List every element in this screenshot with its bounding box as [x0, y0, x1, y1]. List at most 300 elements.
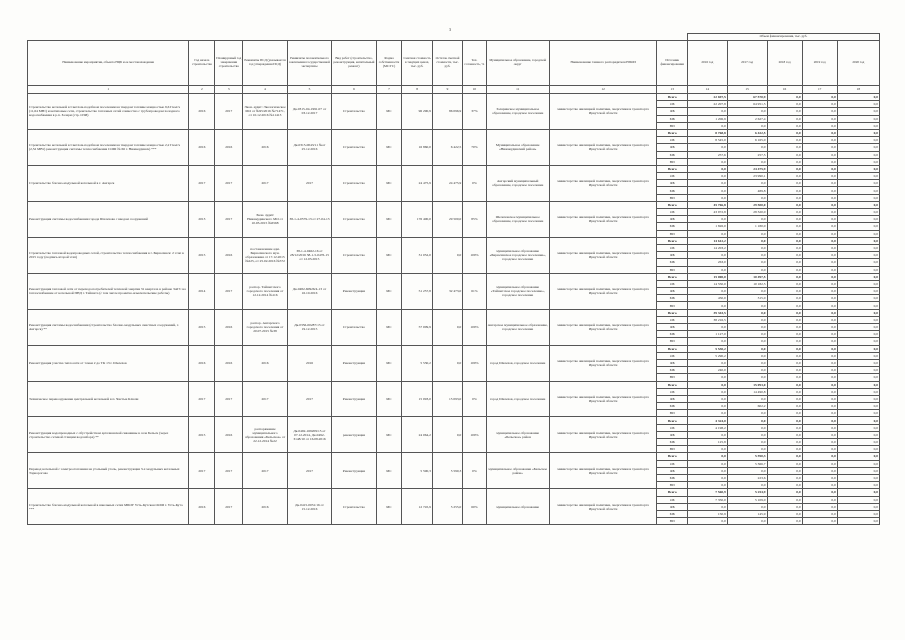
funding-value: 14 490,8 — [727, 388, 767, 395]
funding-value: 0,0 — [802, 252, 837, 259]
funding-value: 0,0 — [802, 403, 837, 410]
start-year: 2013 — [189, 201, 215, 237]
funding-value: 0,0 — [727, 410, 767, 417]
project-name: Реконструкция водопроводных с обустройством артезианской скважины в селе Бельск (через строительство сетевой станции водозабора) ** — [28, 417, 189, 453]
funding-value: 0,0 — [767, 439, 802, 446]
readiness: 100% — [463, 237, 486, 273]
funding-value: 0,0 — [687, 180, 727, 187]
funding-value: 39 343,5 — [687, 309, 727, 316]
funding-source: МБ — [657, 187, 687, 194]
funding-value: 0,0 — [687, 403, 727, 410]
work-type: Реконструкция — [332, 381, 376, 417]
remaining-cost: 32 473,0 — [432, 273, 462, 309]
work-type: Реконструкция — [332, 453, 376, 489]
expertise-details: Дк.0315-04-1991.07 от 03.12.2017 — [287, 94, 331, 130]
start-year: 2017 — [189, 165, 215, 201]
funding-value: 0,0 — [687, 388, 727, 395]
funding-value: 0,0 — [837, 244, 879, 251]
funding-value: 0,0 — [687, 144, 727, 151]
column-number: 7 — [376, 86, 402, 94]
funding-source: МБ — [657, 295, 687, 302]
funding-value: 14 612,2 — [687, 237, 727, 244]
funding-value: 0,0 — [727, 424, 767, 431]
column-header: Муниципальное образование, городской округ — [486, 41, 549, 86]
funding-source: ВИ — [657, 482, 687, 489]
funding-value: 0,0 — [802, 467, 837, 474]
funding-value: 0,0 — [767, 324, 802, 331]
funding-value: 0,0 — [727, 316, 767, 323]
funding-value: 0,0 — [802, 388, 837, 395]
end-year: 2017 — [215, 489, 243, 525]
funding-value: 0,0 — [837, 237, 879, 244]
expertise-details: Дк.0415-0031/16 от 15.12.2016 — [287, 489, 331, 525]
funding-value: 0,0 — [837, 280, 879, 287]
funding-value: 23 990,1 — [727, 173, 767, 180]
estimated-cost: 24 475,9 — [402, 165, 432, 201]
funding-value: 24 475,9 — [727, 165, 767, 172]
funding-value: 0,0 — [767, 173, 802, 180]
start-year: 2016 — [189, 94, 215, 130]
municipality: город Шелехов, городское поселение — [486, 345, 549, 381]
funding-value: 0,0 — [767, 115, 802, 122]
project-name: Реконструкция участка теплосети от точки 2 до ТК 13 г. Шелехов — [28, 345, 189, 381]
funding-value: 0,0 — [727, 180, 767, 187]
funding-value: 0,0 — [802, 453, 837, 460]
funding-value: 0,0 — [727, 352, 767, 359]
funding-value: 0,0 — [802, 446, 837, 453]
funding-value: 0,0 — [837, 201, 879, 208]
funding-value: 0,0 — [687, 518, 727, 525]
budget-manager: министерство жилищной политики, энергетики и транспорта Иркутской области — [549, 201, 657, 237]
funding-value: 0,0 — [727, 482, 767, 489]
funding-value: 0,0 — [767, 338, 802, 345]
funding-value: 64 951,5 — [727, 101, 767, 108]
funding-value: 0,0 — [802, 223, 837, 230]
funding-source: Всего — [657, 309, 687, 316]
funding-value: 0,0 — [767, 122, 802, 129]
funding-value: 0,0 — [767, 518, 802, 525]
funding-value: 0,0 — [802, 180, 837, 187]
funding-value: 0,0 — [687, 431, 727, 438]
funding-value: 0,0 — [727, 302, 767, 309]
expertise-details: 38-1-4-0462-16 от 28/12/2016 38-1-5-0476-15 от 12.03.2015 — [287, 237, 331, 273]
funding-value: 0,0 — [802, 381, 837, 388]
readiness: 100% — [463, 417, 486, 453]
funding-value: 0,0 — [802, 424, 837, 431]
funding-value: 0,0 — [802, 244, 837, 251]
funding-value: 5 254,9 — [727, 489, 767, 496]
funding-value: 0,0 — [802, 503, 837, 510]
funding-source: ФБ — [657, 108, 687, 115]
funding-value: 0,0 — [767, 266, 802, 273]
funding-source: Всего — [657, 237, 687, 244]
funding-value: 0,0 — [687, 108, 727, 115]
funding-value: 0,0 — [837, 374, 879, 381]
readiness: 100% — [463, 309, 486, 345]
funding-value: 0,0 — [767, 108, 802, 115]
remaining-cost: 0,0 — [432, 417, 462, 453]
funding-value: 0,0 — [687, 252, 727, 259]
funding-source: ОБ — [657, 424, 687, 431]
funding-source: Всего — [657, 201, 687, 208]
funding-value: 0,0 — [767, 381, 802, 388]
funding-value: 0,0 — [802, 230, 837, 237]
funding-value: 0,0 — [837, 453, 879, 460]
budget-manager: министерство жилищной политики, энергетики и транспорта Иркутской области — [549, 309, 657, 345]
funding-value: 0,0 — [837, 122, 879, 129]
funding-source: Всего — [657, 489, 687, 496]
funding-value: 0,0 — [802, 273, 837, 280]
funding-value: 1 180,0 — [727, 223, 767, 230]
column-number: 11 — [486, 86, 549, 94]
funding-value: 0,0 — [767, 359, 802, 366]
funding-value: 0,0 — [767, 237, 802, 244]
funding-value: 15 093,0 — [727, 381, 767, 388]
municipality: Ангарское муниципальное образование, городское поселение — [486, 309, 549, 345]
municipality: муниципальное образование «Бирюсинское городское поселение», городское поселение — [486, 237, 549, 273]
funding-value: 0,0 — [727, 266, 767, 273]
funding-source: ОБ — [657, 496, 687, 503]
funding-source: ОБ — [657, 352, 687, 359]
funding-value: 0,0 — [802, 101, 837, 108]
readiness: 100% — [463, 345, 486, 381]
column-header: 2018 год — [767, 41, 802, 86]
funding-value: 0,0 — [837, 403, 879, 410]
funding-value: 0,0 — [837, 302, 879, 309]
funding-value: 0,0 — [767, 151, 802, 158]
funding-value: 0,0 — [837, 489, 879, 496]
funding-source: ФБ — [657, 395, 687, 402]
budget-manager: министерство жилищной политики, энергетики и транспорта Иркутской области — [549, 94, 657, 130]
funding-header: Объем финансирования, тыс. руб. — [687, 34, 879, 41]
funding-value: 0,0 — [837, 367, 879, 374]
funding-value: 0,0 — [687, 482, 727, 489]
funding-source: ВИ — [657, 374, 687, 381]
funding-value: 0,0 — [767, 395, 802, 402]
funding-value: 0,0 — [727, 108, 767, 115]
psd-details: 2017 — [243, 165, 287, 201]
funding-value: 0,0 — [687, 467, 727, 474]
funding-value: 0,0 — [802, 518, 837, 525]
funding-value: 0,0 — [802, 338, 837, 345]
table-row — [28, 201, 880, 208]
psd-details: Экон. аудит: Нижнеудинского МО от 10.03.2015 №6568 — [243, 201, 287, 237]
funding-source: ФБ — [657, 288, 687, 295]
funding-value: 0,0 — [767, 187, 802, 194]
column-number: 9 — [432, 86, 462, 94]
funding-value: 0,0 — [837, 482, 879, 489]
funding-value: 0,0 — [837, 410, 879, 417]
start-year: 2016 — [189, 345, 215, 381]
funding-value: 0,0 — [837, 266, 879, 273]
end-year: 2017 — [215, 273, 243, 309]
funding-value: 0,0 — [687, 474, 727, 481]
funding-value: 0,0 — [767, 295, 802, 302]
column-number: 16 — [767, 86, 802, 94]
funding-value: 0,0 — [687, 381, 727, 388]
funding-value: 0,0 — [727, 518, 767, 525]
readiness: 70% — [463, 129, 486, 165]
funding-value: 0,0 — [802, 129, 837, 136]
funding-value: 0,0 — [837, 417, 879, 424]
funding-value: 0,0 — [767, 230, 802, 237]
funding-value: 0,0 — [837, 345, 879, 352]
funding-value: 450,0 — [687, 295, 727, 302]
funding-value: 7 560,9 — [687, 489, 727, 496]
funding-value: 0,0 — [767, 474, 802, 481]
start-year: 2015 — [189, 417, 215, 453]
funding-value: 0,0 — [727, 216, 767, 223]
funding-value: 0,0 — [802, 417, 837, 424]
funding-value: 0,0 — [837, 496, 879, 503]
funding-value: 0,0 — [837, 194, 879, 201]
funding-value: 0,0 — [802, 474, 837, 481]
funding-value: 0,0 — [727, 259, 767, 266]
end-year: 2017 — [215, 165, 243, 201]
funding-value: 29 500,0 — [727, 201, 767, 208]
funding-value: 0,0 — [837, 503, 879, 510]
funding-value: 0,0 — [802, 216, 837, 223]
funding-value: 0,0 — [687, 324, 727, 331]
funding-value: 0,0 — [837, 187, 879, 194]
funding-source: МБ — [657, 439, 687, 446]
funding-source: Всего — [657, 94, 687, 101]
funding-value: 0,0 — [727, 431, 767, 438]
funding-source: ФБ — [657, 324, 687, 331]
estimated-cost: 12 745,9 — [402, 489, 432, 525]
column-header: Вид работ (строительство, реконструкция, капитальный ремонт) — [332, 41, 376, 86]
funding-source: ОБ — [657, 460, 687, 467]
table-row — [28, 94, 880, 101]
ownership-form: МС — [376, 237, 402, 273]
funding-source: МБ — [657, 403, 687, 410]
start-year: 2016 — [189, 129, 215, 165]
table-row — [28, 309, 880, 316]
expertise-details: 2017 — [287, 381, 331, 417]
funding-value: 8 545,0 — [687, 137, 727, 144]
table-row — [28, 381, 880, 388]
funding-value: 0,0 — [687, 266, 727, 273]
psd-details: 2016 — [243, 489, 287, 525]
funding-value: 45 766,8 — [687, 201, 727, 208]
funding-value: 4 324,0 — [687, 417, 727, 424]
funding-value: 0,0 — [802, 201, 837, 208]
funding-value: 0,0 — [727, 467, 767, 474]
funding-value: 0,0 — [837, 273, 879, 280]
funding-source: ВИ — [657, 338, 687, 345]
funding-source: ОБ — [657, 209, 687, 216]
funding-value: 0,0 — [767, 331, 802, 338]
funding-value: 0,0 — [687, 460, 727, 467]
project-name: Реконструкция тепловой сети от перехода потребителей тепловой энергии 31 квартала в районе ЗАГС на теплоснабжение от котельной ПНД г. Тайшета (с тем числе проектно-изыскательские работы) — [28, 273, 189, 309]
ownership-form: МС — [376, 201, 402, 237]
estimated-cost: 5 590,3 — [402, 453, 432, 489]
funding-value: 28 320,0 — [727, 209, 767, 216]
readiness: 0% — [463, 165, 486, 201]
funding-value: 0,0 — [687, 302, 727, 309]
funding-value: 0,0 — [727, 395, 767, 402]
funding-value: 0,0 — [837, 216, 879, 223]
readiness: 0% — [463, 381, 486, 417]
funding-value: 0,0 — [837, 101, 879, 108]
funding-value: 0,0 — [767, 101, 802, 108]
municipality: Ангарский муниципальный образование, городское поселение — [486, 165, 549, 201]
funding-value: 0,0 — [802, 122, 837, 129]
project-name: Перевод котельной с электроотопления на угольный уголь, реконструкция 3-х модульных котельных Тарнорогово — [28, 453, 189, 489]
funding-value: 0,0 — [767, 431, 802, 438]
funding-value: 0,0 — [837, 467, 879, 474]
funding-value: 0,0 — [802, 431, 837, 438]
table-row — [28, 345, 880, 352]
funding-value: 0,0 — [727, 331, 767, 338]
funding-value: 0,0 — [687, 165, 727, 172]
funding-value: 0,0 — [802, 144, 837, 151]
column-header: 2017 год — [727, 41, 767, 86]
investment-table — [27, 33, 880, 525]
funding-value: 14 203,2 — [687, 244, 727, 251]
funding-value: 0,0 — [837, 388, 879, 395]
funding-value: 0,0 — [767, 482, 802, 489]
end-year: 2016 — [215, 237, 243, 273]
funding-value: 0,0 — [767, 288, 802, 295]
project-name: Строительство тепловой водопроводных сетей, строительство теплоснабжения в г. Бирюсинск: 2 этап в 2015 году (подпись второй этап) — [28, 237, 189, 273]
funding-value: 0,0 — [802, 482, 837, 489]
funding-value: 0,0 — [687, 395, 727, 402]
funding-value: 257,6 — [687, 151, 727, 158]
funding-value: 0,0 — [837, 381, 879, 388]
funding-source: МБ — [657, 151, 687, 158]
funding-value: 0,0 — [802, 395, 837, 402]
work-type: Строительство — [332, 237, 376, 273]
funding-value: 125,8 — [687, 439, 727, 446]
readiness: 60% — [463, 489, 486, 525]
column-number: 10 — [463, 86, 486, 94]
funding-value: 0,0 — [802, 359, 837, 366]
funding-value: 0,0 — [802, 108, 837, 115]
estimated-cost: 16 860,0 — [402, 129, 432, 165]
funding-source: ФБ — [657, 180, 687, 187]
estimated-cost: 24 064,2 — [402, 417, 432, 453]
funding-value: 0,0 — [727, 359, 767, 366]
end-year: 2017 — [215, 201, 243, 237]
funding-value: 0,0 — [767, 496, 802, 503]
remaining-cost: 15 093,0 — [432, 381, 462, 417]
funding-value: 5 366,7 — [727, 460, 767, 467]
funding-value: 14 550,0 — [687, 280, 727, 287]
funding-value: 0,0 — [727, 288, 767, 295]
funding-value: 0,0 — [802, 237, 837, 244]
funding-value: 0,0 — [802, 158, 837, 165]
start-year: 2017 — [189, 381, 215, 417]
remaining-cost: 5 255,0 — [432, 489, 462, 525]
funding-value: 0,0 — [802, 151, 837, 158]
ownership-form: МС — [376, 381, 402, 417]
funding-value: 0,0 — [767, 280, 802, 287]
column-header: Реквизиты положительного заключения государственной экспертизы — [287, 41, 331, 86]
start-year: 2017 — [189, 453, 215, 489]
project-name: Техническое перевооружение центральной котельной в п. Чистые Ключи — [28, 381, 189, 417]
estimated-cost: 15 093,0 — [402, 381, 432, 417]
funding-value: 0,0 — [727, 244, 767, 251]
ownership-form: МС — [376, 273, 402, 309]
expertise-details: 2017 — [287, 453, 331, 489]
funding-value: 0,0 — [802, 94, 837, 101]
funding-value: 0,0 — [837, 474, 879, 481]
funding-value: 0,0 — [837, 94, 879, 101]
funding-value: 0,0 — [767, 144, 802, 151]
work-type: реконструкция — [332, 417, 376, 453]
table-row — [28, 237, 880, 244]
estimated-cost: 176 400,0 — [402, 201, 432, 237]
psd-details: 2016 — [243, 345, 287, 381]
funding-value: 0,0 — [727, 439, 767, 446]
remaining-cost: 24 475,9 — [432, 165, 462, 201]
column-number: 3 — [215, 86, 243, 94]
funding-value: 0,0 — [727, 446, 767, 453]
funding-source: МБ — [657, 474, 687, 481]
end-year: 2016 — [215, 129, 243, 165]
funding-source: МБ — [657, 259, 687, 266]
remaining-cost: 86 096,9 — [432, 94, 462, 130]
funding-source: Всего — [657, 453, 687, 460]
readiness: 0% — [463, 453, 486, 489]
funding-value: 8 768,8 — [687, 129, 727, 136]
readiness: 37% — [463, 94, 486, 130]
funding-value: 22 207,8 — [687, 101, 727, 108]
funding-value: 0,0 — [837, 424, 879, 431]
funding-value: 0,0 — [802, 374, 837, 381]
funding-value: 5 590,3 — [727, 453, 767, 460]
funding-value: 0,0 — [767, 244, 802, 251]
funding-value: 0,0 — [727, 417, 767, 424]
municipality: муниципальное образование «Бельское» район — [486, 417, 549, 453]
remaining-cost: 0,0 — [432, 345, 462, 381]
funding-value: 0,0 — [802, 194, 837, 201]
funding-source: ВИ — [657, 230, 687, 237]
funding-source: Всего — [657, 345, 687, 352]
funding-value: 0,0 — [727, 324, 767, 331]
funding-value: 0,0 — [837, 359, 879, 366]
funding-value: 0,0 — [837, 510, 879, 517]
remaining-cost: 0,0 — [432, 237, 462, 273]
funding-value: 67 570,9 — [727, 94, 767, 101]
funding-source: ВИ — [657, 194, 687, 201]
funding-value: 0,0 — [837, 439, 879, 446]
funding-value: 0,0 — [767, 252, 802, 259]
end-year: 2017 — [215, 453, 243, 489]
column-header: Год начала строительства — [189, 41, 215, 86]
work-type: Реконструкция — [332, 273, 376, 309]
work-type: Реконструкция — [332, 345, 376, 381]
funding-value: 240,0 — [687, 367, 727, 374]
funding-source: Всего — [657, 417, 687, 424]
municipality: муниципальное образование «Бельское район» — [486, 453, 549, 489]
funding-value: 6 422,5 — [727, 129, 767, 136]
project-name: Строительство блочно-модульной котельной в г. Ангарск — [28, 165, 189, 201]
funding-value: 0,0 — [837, 331, 879, 338]
funding-value: 0,0 — [802, 280, 837, 287]
funding-value: 257,5 — [727, 151, 767, 158]
funding-value: 22 697,5 — [687, 94, 727, 101]
column-number: 6 — [332, 86, 376, 94]
funding-value: 0,0 — [837, 137, 879, 144]
funding-value: 0,0 — [727, 194, 767, 201]
start-year: 2016 — [189, 489, 215, 525]
funding-value: 0,0 — [767, 158, 802, 165]
column-header: Форма собственности (МС/ГС) — [376, 41, 402, 86]
end-year: 2016 — [215, 417, 243, 453]
funding-value: 0,0 — [802, 209, 837, 216]
